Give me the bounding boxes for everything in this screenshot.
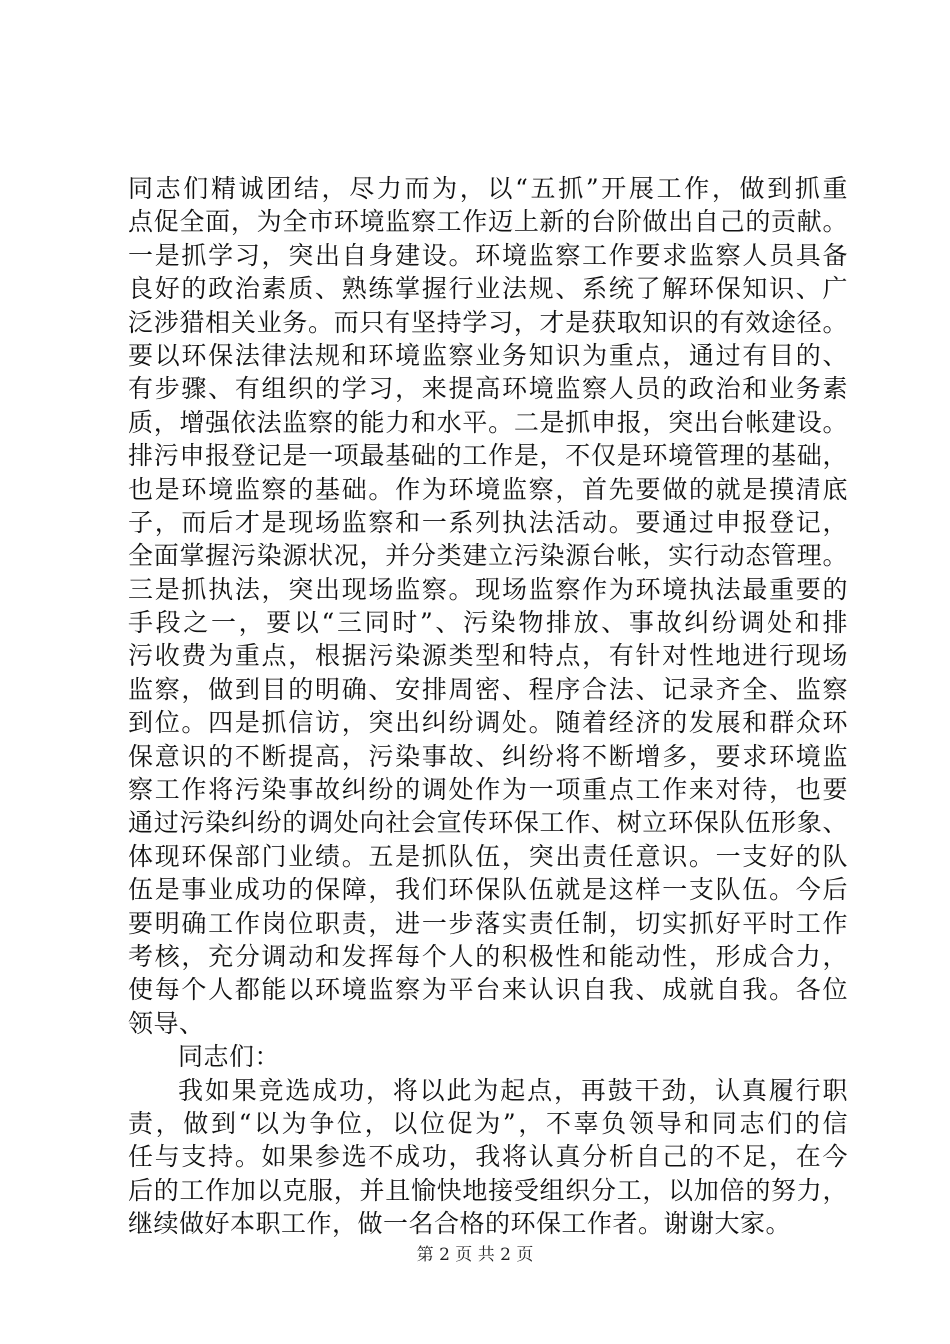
text-line: 子，而后才是现场监察和一系列执法活动。要通过申报登记， [128,507,848,537]
text-line: 排污申报登记是一项最基础的工作是，不仅是环境管理的基础， [128,441,848,471]
text-line: 要明确工作岗位职责，进一步落实责任制，切实抓好平时工作 [128,908,848,938]
text-line: 领导、 [128,1008,205,1038]
page-number-label: 第 2 页 共 2 页 [416,1245,534,1265]
text-line: 污收费为重点，根据污染源类型和特点，有针对性地进行现场 [128,641,848,671]
text-line: 有步骤、有组织的学习，来提高环境监察人员的政治和业务素 [128,374,848,404]
text-line: 质，增强依法监察的能力和水平。二是抓申报，突出台帐建设。 [128,407,848,437]
document-body [128,172,848,1241]
text-line: 体现环保部门业绩。五是抓队伍，突出责任意识。一支好的队 [128,841,848,871]
text-line: 到位。四是抓信访，突出纠纷调处。随着经济的发展和群众环 [128,708,848,738]
text-line: 任与支持。如果参选不成功，我将认真分析自己的不足，在今 [128,1142,848,1172]
text-line: 全面掌握污染源状况，并分类建立污染源台帐，实行动态管理。 [128,541,848,571]
text-line: 通过污染纠纷的调处向社会宣传环保工作、树立环保队伍形象、 [128,808,848,838]
text-line: 后的工作加以克服，并且愉快地接受组织分工，以加倍的努力， [128,1175,848,1205]
text-line: 继续做好本职工作，做一名合格的环保工作者。谢谢大家。 [128,1209,792,1239]
text-line: 察工作将污染事故纠纷的调处作为一项重点工作来对待，也要 [128,775,848,805]
text-line: 保意识的不断提高，污染事故、纠纷将不断增多，要求环境监 [128,741,848,771]
text-line: 责，做到“以为争位，以位促为”，不辜负领导和同志们的信 [128,1108,848,1138]
text-line: 三是抓执法，突出现场监察。现场监察作为环境执法最重要的 [128,574,848,604]
paragraph-first-line: 我如果竞选成功，将以此为起点，再鼓干劲，认真履行职 [178,1075,848,1105]
text-line: 使每个人都能以环境监察为平台来认识自我、成就自我。各位 [128,975,848,1005]
text-line: 考核，充分调动和发挥每个人的积极性和能动性，形成合力， [128,941,848,971]
text-line: 伍是事业成功的保障，我们环保队伍就是这样一支队伍。今后 [128,875,848,905]
text-line: 点促全面，为全市环境监察工作迈上新的台阶做出自己的贡献。 [128,207,848,237]
text-line: 泛涉猎相关业务。而只有坚持学习，才是获取知识的有效途径。 [128,307,848,337]
text-line: 要以环保法律法规和环境监察业务知识为重点，通过有目的、 [128,340,848,370]
page-footer [0,1244,950,1266]
salutation-line: 同志们： [178,1042,281,1072]
text-line: 一是抓学习，突出自身建设。环境监察工作要求监察人员具备 [128,240,848,270]
text-line: 同志们精诚团结，尽力而为，以“五抓”开展工作，做到抓重 [128,174,848,203]
text-line: 也是环境监察的基础。作为环境监察，首先要做的就是摸清底 [128,474,848,504]
text-line: 手段之一，要以“三同时”、污染物排放、事故纠纷调处和排 [128,608,848,638]
text-line: 监察，做到目的明确、安排周密、程序合法、记录齐全、监察 [128,674,848,704]
text-line: 良好的政治素质、熟练掌握行业法规、系统了解环保知识、广 [128,274,848,304]
